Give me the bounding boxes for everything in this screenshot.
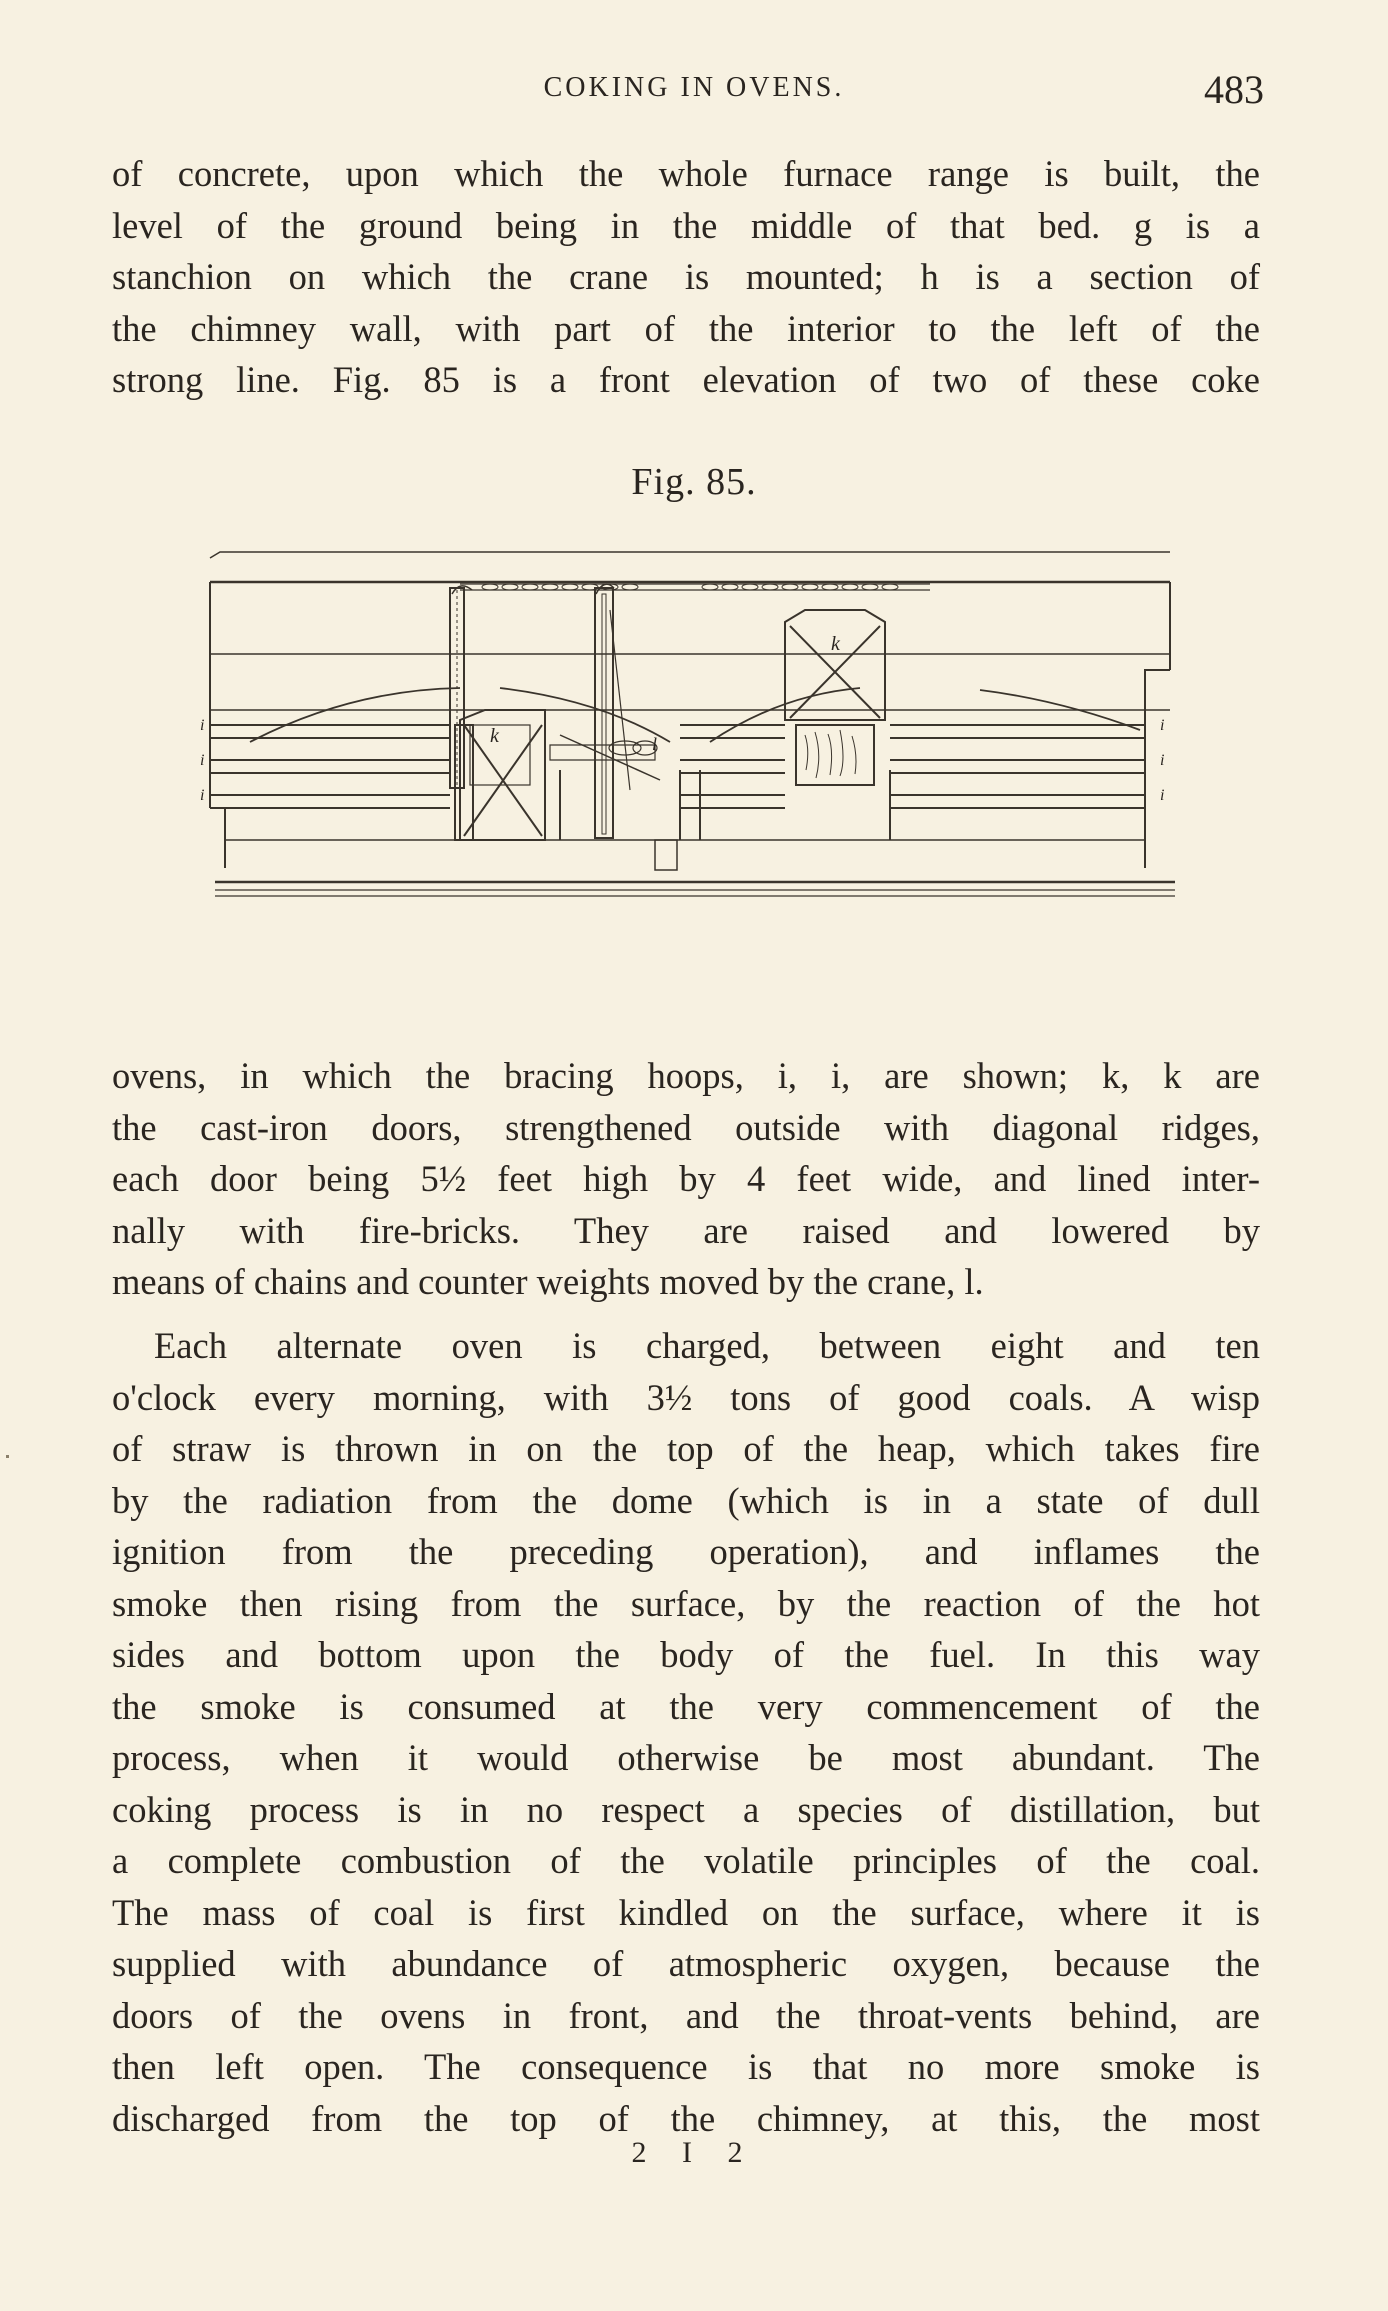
text-line: sides and bottom upon the body of the fuel. In this way [112,1634,1260,1675]
chain-band [460,584,930,590]
text-line: ignition from the preceding operation), and inflames the [112,1531,1260,1572]
text-line: level of the ground being in the middle of that bed. g is a [112,204,1260,246]
bracing-hoops-middle [680,725,785,808]
paragraph-1 [112,148,1260,406]
text-line: the chimney wall, with part of the interior to the left of the [112,307,1260,349]
center-crane-stanchion [595,584,630,838]
hoop-label-i: i [1160,717,1165,734]
text-line: discharged from the top of the chimney, at this, the most [112,2097,1260,2139]
hoop-label-i: i [200,752,205,769]
text-line: a complete combustion of the volatile principles of the coal. [112,1840,1260,1881]
hoop-label-i: i [200,717,205,734]
hoop-label-i: i [200,787,205,804]
running-head [0,66,1388,116]
text-line: stanchion on which the crane is mounted; h is a section of [112,256,1260,297]
text-line: o'clock every morning, with 3½ tons of good coals. A wisp [112,1376,1260,1418]
text-line: means of chains and counter weights moved by the crane, l. [112,1261,984,1302]
text-line: by the radiation from the dome (which is in a state of dull [112,1479,1260,1521]
text-line: the smoke is consumed at the very commencement of the [112,1685,1260,1727]
bracing-hoops-right [890,725,1145,808]
text-line: supplied with abundance of atmospheric oxygen, because the [112,1943,1260,1984]
running-title: COKING IN OVENS. [543,72,845,103]
hoop-label-i: i [1160,752,1165,769]
figure-caption: Fig. 85. [631,461,757,503]
crane-label-l: l [652,734,658,754]
margin-speck [6,1455,9,1458]
text-line: nally with fire-bricks. They are raised and lowered by [112,1209,1260,1251]
text-line: Each alternate oven is charged, between eight and ten [154,1325,1260,1366]
text-line: then left open. The consequence is that no more smoke is [112,2046,1260,2087]
text-line: the cast-iron doors, strengthened outside with diagonal ridges, [112,1106,1260,1148]
text-line: of straw is thrown in on the top of the heap, which takes fire [112,1428,1260,1469]
text-line: The mass of coal is first kindled on the surface, where it is [112,1891,1260,1933]
counterweight [550,735,660,780]
paragraph-2 [112,1050,1260,1308]
text-line: doors of the ovens in front, and the throat-vents behind, are [112,1994,1260,2036]
hoop-label-i: i [1160,787,1165,804]
text-line: strong line. Fig. 85 is a front elevation of two of these coke [112,359,1260,400]
door-label-k-left: k [490,725,499,747]
text-line: coking process is in no respect a species of distillation, but [112,1788,1260,1830]
coke-oven-front-elevation-figure [200,550,1190,1010]
bracing-hoops-left [210,725,450,808]
text-line: process, when it would otherwise be most abundant. The [112,1737,1260,1778]
page-number: 483 [1204,67,1264,112]
signature-mark: 2 I 2 [631,2136,757,2169]
text-line: smoke then rising from the surface, by the reaction of the hot [112,1582,1260,1624]
paragraph-3 [112,1320,1260,2144]
text-line: of concrete, upon which the whole furnace range is built, the [112,153,1260,194]
text-line: ovens, in which the bracing hoops, i, i, are shown; k, k are [112,1055,1260,1096]
door-label-k-right: k [831,633,840,655]
left-door-k [455,710,545,840]
text-line: each door being 5½ feet high by 4 feet wide, and lined inter- [112,1158,1260,1199]
